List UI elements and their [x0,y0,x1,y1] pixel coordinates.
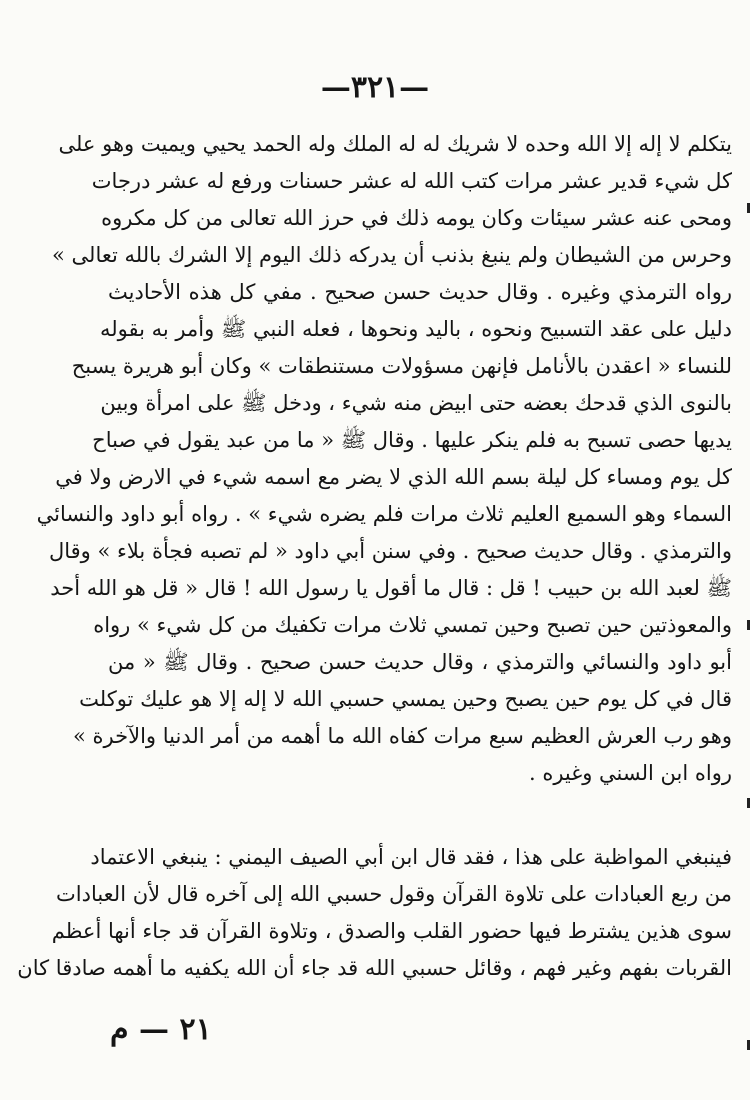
text-line: السماء وهو السميع العليم ثلاث مرات فلم يضره شيء » . رواه أبو داود والنسائي [36,502,732,526]
text-line: وهو رب العرش العظيم سبع مرات كفاه الله ما أهمه من أمر الدنيا والآخرة » [73,724,732,748]
text-line: بالنوى الذي قدحك بعضه حتى ابيض منه شيء ، ودخل ﷺ على امرأة وبين [100,391,732,415]
text-line: رواه ابن السني وغيره . [528,761,732,785]
page-number: —٣٢١— [320,70,430,105]
text-line: فينبغي المواظبة على هذا ، فقد قال ابن أبي الصيف اليمني : ينبغي الاعتماد [90,845,732,869]
text-line: من ربع العبادات على تلاوة القرآن وقول حسبي الله إلى آخره قال لأن العبادات [55,882,732,906]
text-line: والمعوذتين حين تصبح وحين تمسي ثلاث مرات تكفيك من كل شيء » رواه [93,613,732,637]
text-line: كل شيء قدير عشر مرات كتب الله له عشر حسنات ورفع له عشر درجات [91,169,732,193]
text-line: سوى هذين يشترط فيها حضور القلب والصدق ، وتلاوة القرآن قد جاء أنها أعظم [51,919,732,943]
text-line: يديها حصى تسبح به فلم ينكر عليها . وقال ﷺ « ما من عبد يقول في صباح [92,428,732,452]
text-line: دليل على عقد التسبيح ونحوه ، باليد ونحوها ، فعله النبي ﷺ وأمر به بقوله [100,317,732,341]
text-line: ﷺ لعبد الله بن حبيب ! قل : قال ما أقول يا رسول الله ! قال « قل هو الله أحد [50,576,732,600]
text-line: رواه الترمذي وغيره . وقال حديث حسن صحيح . مفي كل هذه الأحاديث [108,280,732,304]
text-line: والترمذي . وقال حديث صحيح . وفي سنن أبي داود « لم تصبه فجأة بلاء » وقال [48,539,732,563]
text-line: أبو داود والنسائي والترمذي ، وقال حديث حسن صحيح . وقال ﷺ « من [108,650,732,674]
text-line: وحرس من الشيطان ولم ينبغ بذنب أن يدركه ذلك اليوم إلا الشرك بالله تعالى » [52,243,732,267]
text-line: يتكلم لا إله إلا الله وحده لا شريك له له الملك وله الحمد يحيي ويميت وهو على [58,132,732,156]
signature-mark: ٢١ — م [110,1012,212,1047]
text-line: ومحى عنه عشر سيئات وكان يومه ذلك في حرز الله تعالى من كل مكروه [101,206,732,230]
text-line: القربات بفهم وغير فهم ، وقائل حسبي الله قد جاء أن الله يكفيه ما أهمه صادقا كان [17,956,732,980]
text-line: قال في كل يوم حين يصبح وحين يمسي حسبي الله لا إله إلا هو عليك توكلت [79,687,732,711]
paragraph-1 [36,126,732,792]
text-line: للنساء « اعقدن بالأنامل فإنهن مسؤولات مستنطقات » وكان أبو هريرة يسبح [71,354,732,378]
paragraph-2 [17,839,732,987]
text-line: كل يوم ومساء كل ليلة بسم الله الذي لا يضر مع اسمه شيء في الارض ولا في [55,465,732,489]
